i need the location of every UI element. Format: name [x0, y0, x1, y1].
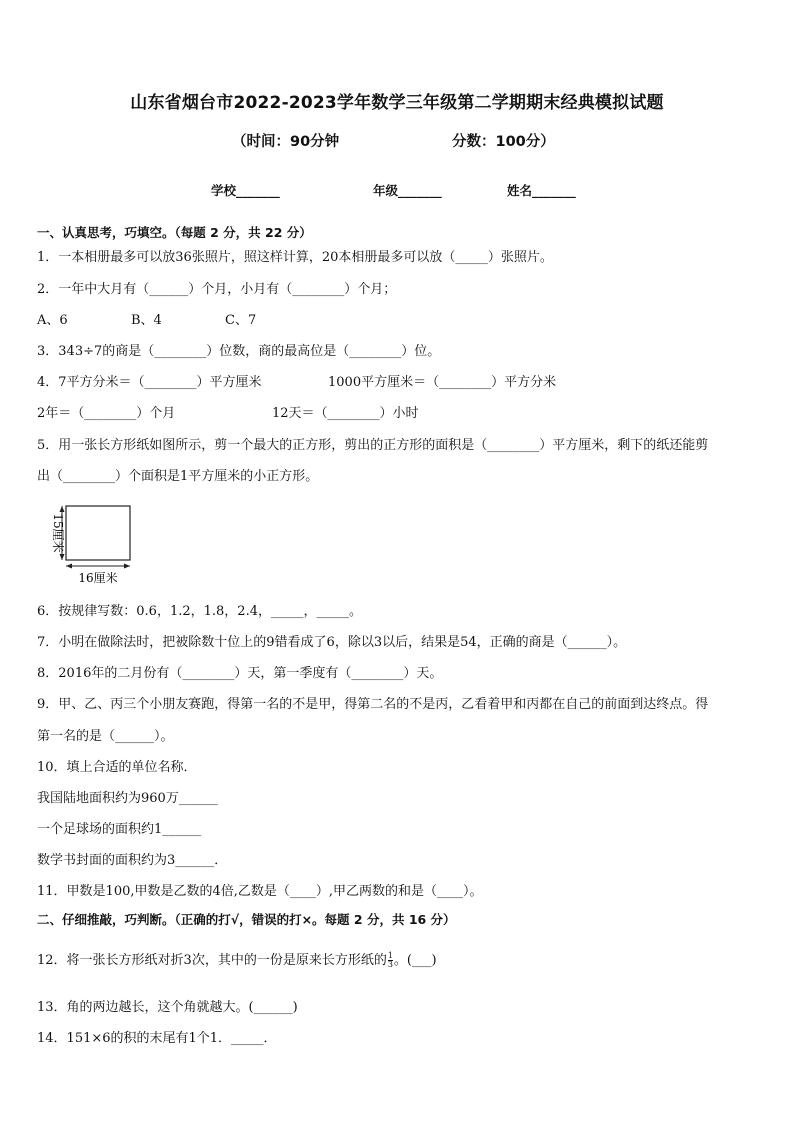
- question-12-answer: 。(___): [393, 953, 437, 968]
- section-2-heading: 二、仔细推敲，巧判断。（正确的打√，错误的打×。每题 2 分，共 16 分）: [37, 912, 456, 927]
- question-10c: 数学书封面的面积约为3______．: [37, 853, 228, 868]
- question-10: 10．填上合适的单位名称．: [37, 760, 197, 775]
- question-2-option-c: C、7: [225, 313, 257, 328]
- question-4b: 1000平方厘米＝（________）平方分米: [328, 375, 557, 390]
- question-8: 8．2016年的二月份有（________）天，第一季度有（________）天。: [37, 666, 443, 681]
- question-9-line2: 第一名的是（______）。: [37, 729, 174, 744]
- question-12: [37, 952, 437, 969]
- question-6: 6．按规律写数：0.6，1.2，1.8，2.4，_____，_____。: [37, 604, 362, 619]
- question-12-text: 12．将一张长方形纸对折3次，其中的一份是原来长方形纸的: [37, 953, 387, 968]
- fraction-denominator: 3: [387, 960, 393, 969]
- question-7: 7．小明在做除法时，把被除数十位上的9错看成了6，除以3以后，结果是54，正确的商是（______）。: [37, 635, 627, 650]
- exam-score: 分数：100分）: [452, 134, 555, 150]
- question-2: 2．一年中大月有（______）个月，小月有（________）个月；: [37, 282, 397, 297]
- question-5-line1: 5．用一张长方形纸如图所示，剪一个最大的正方形，剪出的正方形的面积是（________）平方厘米，剩下的纸还能剪: [37, 438, 709, 453]
- name-field: 姓名_______: [507, 183, 576, 198]
- question-11: 11．甲数是100,甲数是乙数的4倍,乙数是（____）,甲乙两数的和是（____）。: [37, 884, 483, 899]
- question-10a: 我国陆地面积约为960万______: [37, 791, 218, 806]
- grade-field: 年级_______: [373, 183, 442, 198]
- question-1: 1．一本相册最多可以放36张照片，照这样计算，20本相册最多可以放（_____）张照片。: [37, 250, 553, 265]
- question-2-option-b: B、4: [131, 313, 162, 328]
- question-13: 13．角的两边越长，这个角就越大。(______): [37, 1000, 298, 1015]
- figure-height-label: 15厘米: [51, 513, 65, 553]
- figure-width-label: 16厘米: [78, 571, 118, 585]
- question-4a: 4．7平方分米＝（________）平方厘米: [37, 375, 262, 390]
- fraction-numerator: 1: [387, 951, 393, 960]
- question-2-option-a: A、6: [37, 313, 68, 328]
- section-1-heading: 一、认真思考，巧填空。（每题 2 分，共 22 分）: [37, 225, 312, 240]
- question-4c: 2年＝（________）个月: [37, 406, 176, 421]
- question-9-line1: 9．甲、乙、丙三个小朋友赛跑，得第一名的不是甲，得第二名的不是丙，乙看着甲和丙都在自己的前面到达终点。得: [37, 697, 709, 712]
- exam-time: （时间：90分钟: [232, 134, 340, 150]
- question-10b: 一个足球场的面积约1______: [37, 822, 202, 837]
- school-field: 学校_______: [211, 183, 280, 198]
- question-3: 3．343÷7的商是（________）位数，商的最高位是（________）位。: [37, 344, 441, 359]
- question-14: 14．151×6的积的末尾有1个1．_____．: [37, 1031, 277, 1046]
- fraction: [388, 952, 393, 969]
- question-4d: 12天＝（________）小时: [272, 406, 419, 421]
- question-5-line2: 出（________）个面积是1平方厘米的小正方形。: [37, 469, 319, 484]
- rectangle-figure: [40, 503, 140, 589]
- page-title: 山东省烟台市2022-2023学年数学三年级第二学期期末经典模拟试题: [130, 93, 664, 113]
